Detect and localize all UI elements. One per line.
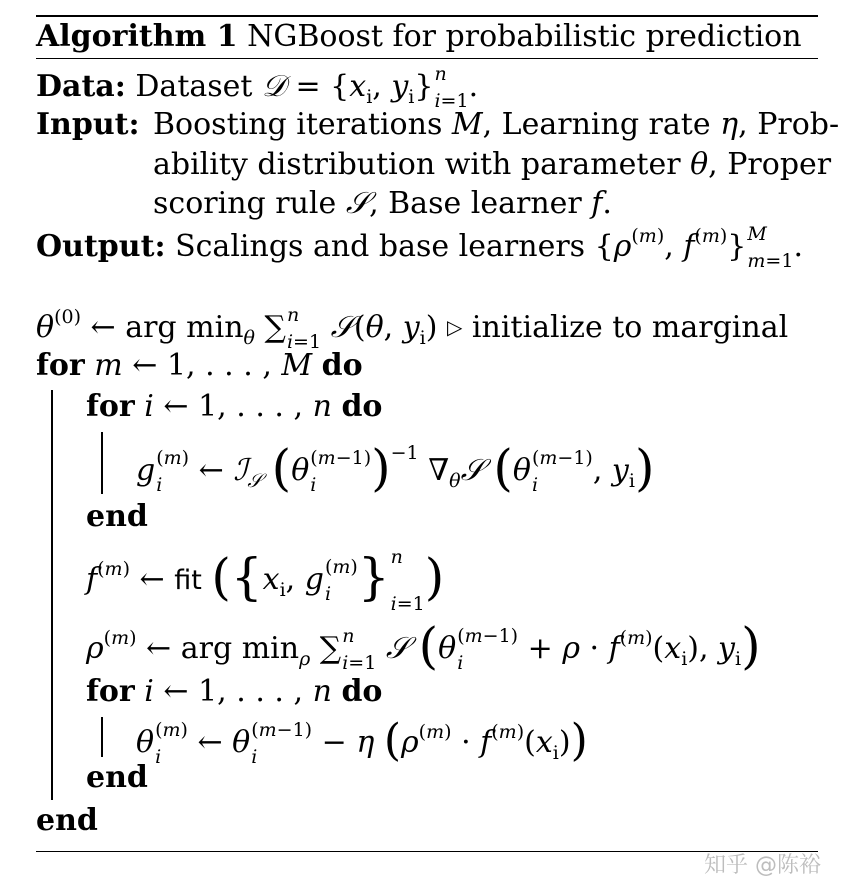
outer-loop-bar xyxy=(51,390,53,800)
end-line-1: end xyxy=(86,499,148,534)
for-i-line-2: for i ← 1, . . . , n do xyxy=(86,674,383,709)
algorithm-caption xyxy=(36,19,802,54)
output-label: Output: xyxy=(36,229,166,264)
watermark: 知乎 @陈裕 xyxy=(704,853,821,878)
output-text: Scalings and base learners xyxy=(175,229,586,264)
inner-loop-bar-2 xyxy=(101,717,103,757)
rho-line: $\rho^{(m)}$ ← arg $\min_\rho$ ∑ n i=1 𝒮 (θ (m−1) i + $\rho \cdot f^{(m)}(x_i)$, $y_i$) xyxy=(86,617,761,675)
end-line-2: end xyxy=(86,760,148,795)
output-formula: {$\rho^{(m)}$, $f^{(m)}$} M m=1 . xyxy=(594,223,803,272)
input-text-2: ability distribution with parameter θ, Proper xyxy=(153,147,832,182)
input-text-1: Boosting iterations M, Learning rate η, Prob- xyxy=(153,107,840,142)
input-line-1 xyxy=(36,107,140,142)
data-line xyxy=(36,63,479,112)
update-line: θ (m) i ← θ (m−1) i − η $(\rho^{(m)} \cdot f^{(m)}(x_i))$ xyxy=(136,715,588,768)
gradient-line: g (m) i ← ℐ$_𝒮$ (θ (m−1) i )$^{-1}$ $\nabla_\theta 𝒮$ (θ (m−1) i , $y_i$) xyxy=(136,439,655,497)
data-label: Data: xyxy=(36,69,126,104)
comment-text: initialize to marginal xyxy=(471,310,789,345)
data-text: Dataset xyxy=(135,69,253,104)
input-text-3: scoring rule 𝒮, Base learner f. xyxy=(153,186,612,221)
for-m-line: for m ← 1, . . . , M do xyxy=(36,348,363,383)
input-label: Input: xyxy=(36,107,140,142)
header-rule xyxy=(36,58,818,59)
end-line-outer: end xyxy=(36,803,98,838)
top-rule xyxy=(36,15,818,17)
bottom-rule xyxy=(36,851,818,852)
data-formula: 𝒟 = {$x_i$, $y_i$} n i=1 . xyxy=(262,63,479,112)
init-line: $\theta^{(0)}$ ← arg $\min_\theta$ ∑ n i=1 𝒮(θ, $y_i$) ▷ initialize to marginal xyxy=(36,304,789,353)
algorithm-title: NGBoost for probabilistic prediction xyxy=(247,19,802,54)
algorithm-label: Algorithm 1 xyxy=(36,19,238,54)
for-i-line-1: for i ← 1, . . . , n do xyxy=(86,389,383,424)
output-line xyxy=(36,223,803,272)
fit-line: $f^{(m)}$ ← fit ({$x_i$, g (m) i } n i=1 ) xyxy=(86,546,445,615)
inner-loop-bar-1 xyxy=(101,432,103,494)
